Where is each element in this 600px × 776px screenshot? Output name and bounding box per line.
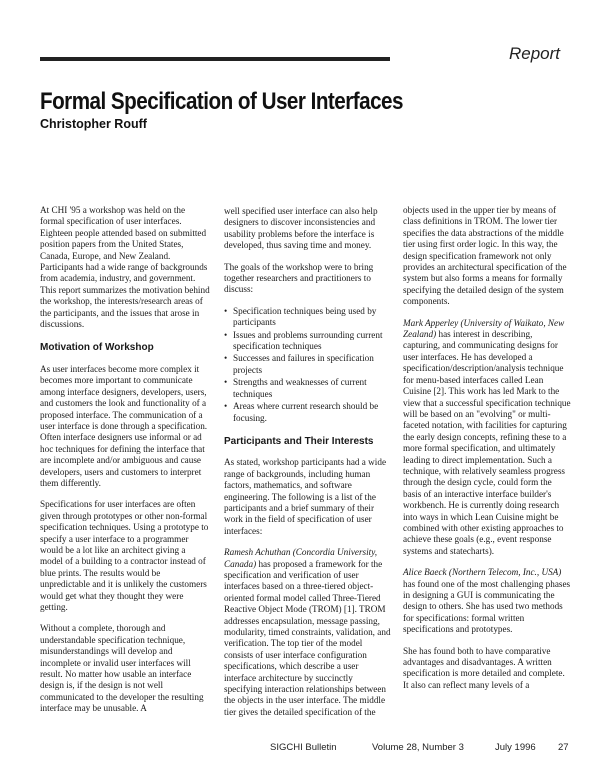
page-footer bbox=[40, 742, 570, 758]
participant-text: has proposed a framework for the specification and verification of user interfaces based on a three-tiered object-oriented formal model called Three-Tiered Reactive Object Mode (TROM) [1]. TROM addresses encapsulation, message passing, modularity, timed constraints, validation, and verification. The top tier of the model consists of user interface configuration specifications, which describe a user interface architecture by succinctly specifying interaction relationships between the objects in the user interface. The middle tier gives the detailed specification of the bbox=[224, 558, 391, 717]
column-2 bbox=[224, 206, 392, 728]
participant-name: Ramesh Achuthan (Concordia University, Canada) bbox=[224, 547, 378, 569]
participant-text: has interest in describing, capturing, and communicating designs for user interfaces. He has developed a specification/description/analysis technique for menu-based interfaces called Lean Cuisine [2]. This work has led Mark to the view that a successful specification technique will be based on an "evolving" or multi-faceted notation, with facilities for capturing the early design concepts, refining these to a more formal specification, and ultimately leading to direct implementation. Such a technique, with relatively seamless progress through the design cycle, could form the basis of an interactive interface builder's workbench. He is currently doing research into ways in which Lean Cuisine might be combined with other existing approaches to achieve these goals (e.g., event response systems and statecharts). bbox=[403, 329, 571, 556]
footer-journal: SIGCHI Bulletin bbox=[270, 742, 337, 753]
list-item: • Specification techniques being used by participants bbox=[224, 306, 392, 329]
list-item: • Areas where current research should be focusing. bbox=[224, 401, 392, 424]
column-1 bbox=[40, 205, 210, 725]
participant-paragraph bbox=[224, 547, 392, 718]
paragraph: As user interfaces become more complex it becomes more important to communicate among interface designers, developers, users, and customers the look and functionality of a proposed interface. The communication of a user interface is done through a specification. Often interface designers use informal or ad hoc techniques for defining the interface that are incomplete and/or ambiguous and cause developers, users and customers to interpret them differently. bbox=[40, 363, 208, 488]
participant-name: Alice Baeck (Northern Telecom, Inc., USA) bbox=[403, 567, 562, 578]
paragraph: well specified user interface can also help designers to discover inconsistencies and usability problems before the interface is developed, thus saving time and money. bbox=[224, 206, 378, 251]
footer-date: July 1996 bbox=[495, 742, 536, 753]
paragraph: As stated, workshop participants had a wide range of backgrounds, including human factors, mathematics, and software engineering. The following is a list of the participants and a brief summary of their work in the field of specification of user interfaces: bbox=[224, 457, 387, 536]
footer-page-number: 27 bbox=[558, 742, 569, 753]
paragraph: She has found both to have comparative advantages and disadvantages. A written specification is more detailed and complete. It also can reflect many levels of a bbox=[403, 645, 565, 690]
paragraph: The goals of the workshop were to bring together researchers and practitioners to discuss: bbox=[224, 261, 374, 295]
paragraph: Specifications for user interfaces are often given through prototypes or other non-formal specification techniques. Using a prototype to specify a user interface to a programmer would be a lot like an architect giving a model of a building to a contractor instead of blue prints. The results would be unpredictable and it is unlikely the customers would get what they thought they were getting. bbox=[40, 499, 209, 612]
list-item: • Issues and problems surrounding current specification techniques bbox=[224, 330, 392, 353]
section-heading-motivation: Motivation of Workshop bbox=[40, 342, 154, 354]
header-rule bbox=[40, 57, 390, 61]
participant-name: Mark Apperley (University of Waikato, New Zealand) bbox=[403, 317, 565, 340]
list-item: • Strengths and weaknesses of current techniques bbox=[224, 377, 392, 400]
section-heading-participants: Participants and Their Interests bbox=[224, 435, 374, 447]
article-author: Christopher Rouff bbox=[40, 117, 147, 131]
article-title: Formal Specification of User Interfaces bbox=[40, 88, 403, 115]
intro-paragraph: At CHI '95 a workshop was held on the formal specification of user interfaces. Eighteen people attended based on submitted position papers from the United States, Canada, Europe, and New Zealand. Participants had a wide range of backgrounds from academia, industry, and government. This report summarizes the motivation behind the workshop, the interests/research areas of the participants, and the issues that arose in discussions. bbox=[40, 205, 210, 330]
section-label: Report bbox=[508, 44, 560, 63]
goals-list bbox=[224, 306, 392, 424]
paragraph: objects used in the upper tier by means of class definitions in TROM. The lower tier specifies the data abstractions of the middle tier using first order logic. In this way, the design specification framework not only provides an architectural specification of the system but also forms a means for formally specifying the detailed design of the system components. bbox=[403, 205, 567, 307]
paragraph: Without a complete, thorough and understandable specification technique, misunderstandings will develop and incomplete or invalid user interfaces will result. No matter how usable an interface design is, if the design is not well communicated to the developer the resulting interface may be unusable. A bbox=[40, 623, 204, 714]
participant-paragraph bbox=[403, 567, 571, 635]
column-3 bbox=[403, 205, 571, 701]
footer-volume: Volume 28, Number 3 bbox=[372, 742, 464, 753]
participant-text: has found one of the most challenging phases in designing a GUI is communicating the design to others. She has used two methods for specifications: formal written specifications and prototypes. bbox=[403, 578, 571, 635]
list-item: • Successes and failures in specification projects bbox=[224, 353, 392, 376]
participant-paragraph bbox=[403, 318, 571, 558]
